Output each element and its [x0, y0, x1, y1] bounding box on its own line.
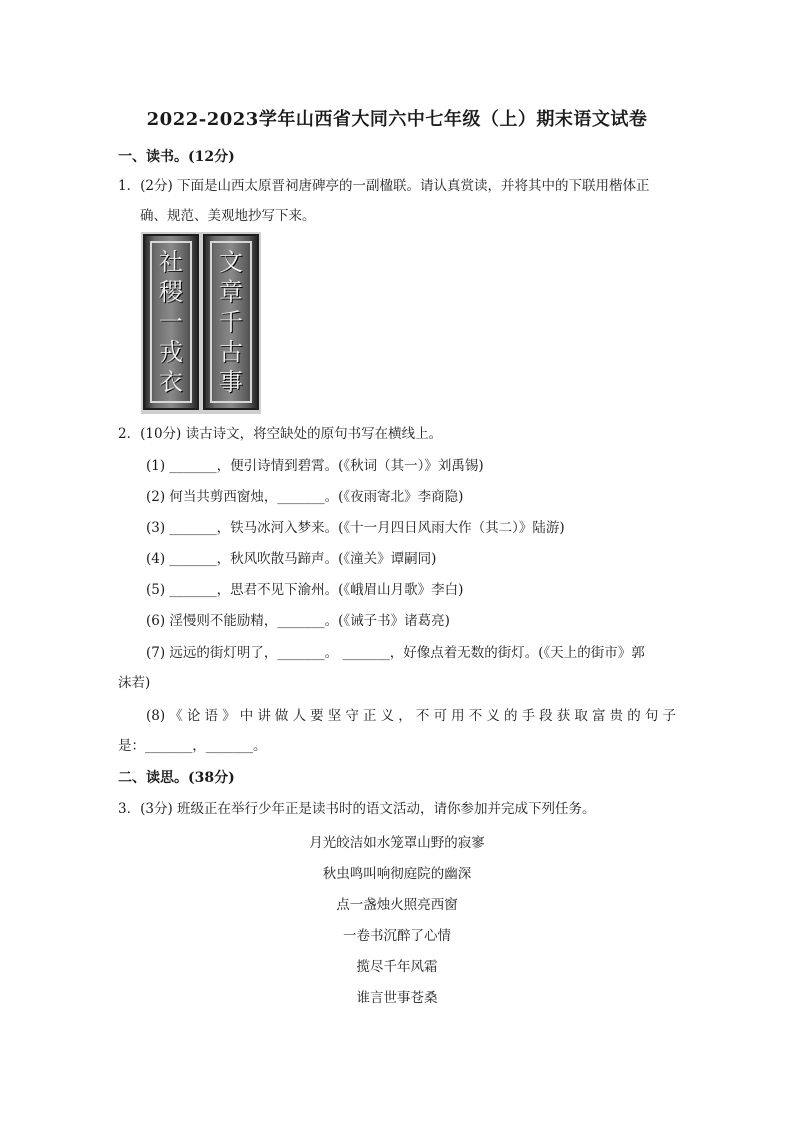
question-2-item: (8)《论语》中讲做人要坚守正义，不可用不义的手段获取富贵的句子	[146, 708, 676, 724]
couplet-left-plaque	[143, 234, 199, 410]
poem-line: 谁言世事苍桑	[356, 990, 438, 1006]
question-1-text-continued: 确、规范、美观地抄写下来。	[140, 208, 316, 224]
couplet-char: 衣	[159, 368, 183, 396]
question-2-item: (5) _______，思君不见下渝州。(《峨眉山月歌》李白)	[146, 582, 464, 598]
question-2-item: (1) _______，便引诗情到碧霄。(《秋词（其一）》刘禹锡)	[146, 458, 484, 474]
couplet-char: 千	[219, 308, 243, 336]
couplet-char: 文	[219, 248, 243, 276]
question-2-item: (6) 淫慢则不能励精，_______。(《诫子书》诸葛亮)	[146, 613, 450, 629]
couplet-char: 戎	[159, 338, 183, 366]
question-2-item-continued: 沫若)	[118, 675, 151, 691]
couplet-char: 古	[219, 338, 243, 366]
couplet-char: 事	[219, 368, 243, 396]
page-title: 2022-2023学年山西省大同六中七年级（上）期末语文试卷	[146, 109, 648, 130]
couplet-char: 社	[159, 248, 183, 276]
poem-line: 秋虫鸣叫响彻庭院的幽深	[322, 866, 472, 882]
couplet-char: 一	[159, 308, 183, 336]
section-heading-reading: 一、读书。(12分)	[118, 149, 235, 165]
question-2-intro: 2．(10分) 读古诗文，将空缺处的原句书写在横线上。	[118, 426, 443, 442]
question-3-intro: 3．(3分) 班级正在举行少年正是读书时的语文活动，请你参加并完成下列任务。	[118, 801, 596, 817]
section-heading-thinking: 二、读思。(38分)	[118, 770, 235, 786]
question-2-item: (4) _______，秋风吹散马蹄声。(《潼关》谭嗣同)	[146, 551, 437, 567]
couplet-char: 章	[219, 278, 243, 306]
question-2-item: (3) _______，铁马冰河入梦来。(《十一月四日风雨大作（其二）》陆游)	[146, 520, 565, 536]
question-1-text: 1．(2分) 下面是山西太原晋祠唐碑亭的一副楹联。请认真赏读，并将其中的下联用楷体正	[118, 178, 650, 194]
question-2-item-continued: 是：_______，_______。	[118, 738, 267, 754]
poem-line: 月光皎洁如水笼罩山野的寂寥	[309, 835, 485, 851]
couplet-char: 稷	[159, 278, 183, 306]
couplet-photo	[141, 232, 261, 414]
question-2-item: (2) 何当共剪西窗烛，_______。(《夜雨寄北》李商隐)	[146, 489, 464, 505]
poem-line: 一卷书沉醉了心情	[343, 928, 451, 944]
couplet-right-plaque	[203, 234, 259, 410]
poem-line: 揽尽千年风霜	[356, 959, 438, 975]
question-2-item: (7) 远远的街灯明了，_______。 _______，好像点着无数的街灯。(《天上的街市》郭	[146, 645, 645, 661]
poem-line: 点一盏烛火照亮西窗	[336, 897, 458, 913]
